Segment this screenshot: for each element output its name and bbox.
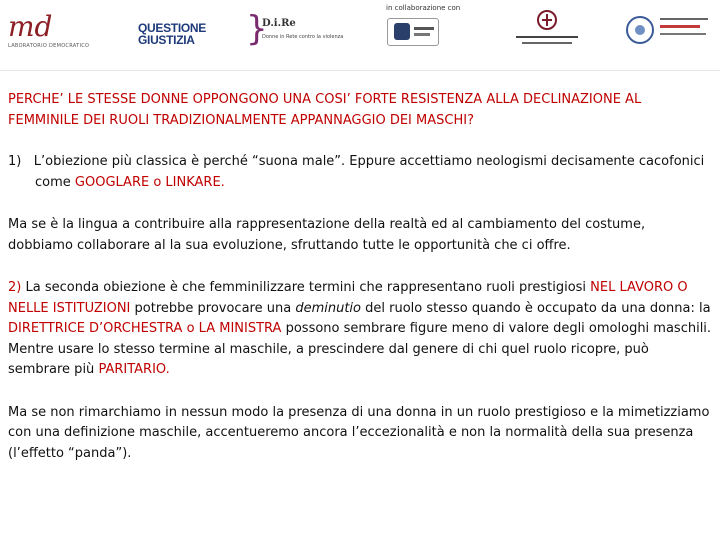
item1-highlight: GOOGLARE o LINKARE. bbox=[74, 174, 225, 190]
item2-text-b: potrebbe provocare una bbox=[130, 300, 296, 316]
unibg-seal-icon bbox=[387, 18, 439, 46]
list-item-2 bbox=[8, 278, 714, 381]
cross-seal-icon bbox=[512, 10, 582, 50]
slide-title: PERCHE’ LE STESSE DONNE OPPONGONO UNA COSI’ FORTE RESISTENZA ALLA DECLINAZIONE AL FEMMINILE DEI RUOLI TRADIZIONALMENTE APPANNAGGIO DEI MASCHI? bbox=[8, 92, 642, 128]
qg-logo-line2: GIUSTIZIA bbox=[138, 33, 195, 47]
logo-header bbox=[0, 0, 720, 62]
item2-text-a: La seconda obiezione è che femminilizzare termini che rappresentano ruoli prestigiosi bbox=[21, 280, 591, 295]
item2-highlight-b: DIRETTRICE D’ORCHESTRA o LA MINISTRA bbox=[8, 321, 282, 336]
dire-logo-title: D.i.Re bbox=[262, 18, 296, 29]
qg-logo-line1: QUESTIONE bbox=[138, 21, 206, 35]
item2-emphasis: deminutio bbox=[295, 300, 361, 316]
item2-text-c: del ruolo stesso quando è occupato da una donna: la bbox=[360, 300, 711, 316]
md-logo bbox=[8, 12, 98, 52]
questione-giustizia-logo bbox=[138, 22, 218, 48]
md-logo-mark: md bbox=[8, 10, 53, 43]
list-item-1 bbox=[8, 152, 714, 193]
paragraph-1: Ma se è la lingua a contribuire alla rappresentazione della realtà ed al cambiamento del costume, dobbiamo collaborare al la sua evoluzione, sfruttando tutte le opportunità che ci offre. bbox=[8, 217, 646, 253]
item2-text-d: possono sembrare figure meno di valore degli omologhi maschili. Mentre usare lo stesso termine al maschile, a prescindere dal genere di chi quel ruolo ricopre, può sembrare più bbox=[8, 321, 712, 377]
dire-brace-icon: } bbox=[246, 9, 268, 49]
item1-number: 1) bbox=[8, 154, 22, 169]
item2-number: 2) bbox=[8, 280, 22, 295]
md-logo-subtitle: LABORATORIO DEMOCRATICO bbox=[8, 43, 90, 49]
dire-logo-subtitle: Donne in Rete contro la violenza bbox=[262, 34, 344, 40]
item2-highlight-c: PARITARIO. bbox=[98, 362, 170, 377]
comune-seal-icon bbox=[624, 14, 714, 50]
city-seal-icon bbox=[626, 16, 654, 44]
slide-content bbox=[8, 90, 714, 464]
collaboration-label: in collaborazione con bbox=[386, 4, 461, 12]
item2-highlight-a: NEL LAVORO O NELLE ISTITUZIONI bbox=[8, 280, 688, 316]
item1-text: L’obiezione più classica è perché “suona male”. Eppure accettiamo neologismi decisamente cacofonici come bbox=[33, 154, 705, 190]
header-divider bbox=[0, 70, 720, 71]
seal-shield-icon bbox=[394, 23, 410, 40]
dire-logo bbox=[246, 9, 356, 52]
paragraph-2: Ma se non rimarchiamo in nessun modo la presenza di una donna in un ruolo prestigioso e la mimetizziamo con una definizione maschile, accentueremo ancora l’eccezionalità e non la normalità della sua presenza (l’effetto “panda”). bbox=[8, 404, 710, 461]
cross-icon bbox=[537, 10, 557, 30]
